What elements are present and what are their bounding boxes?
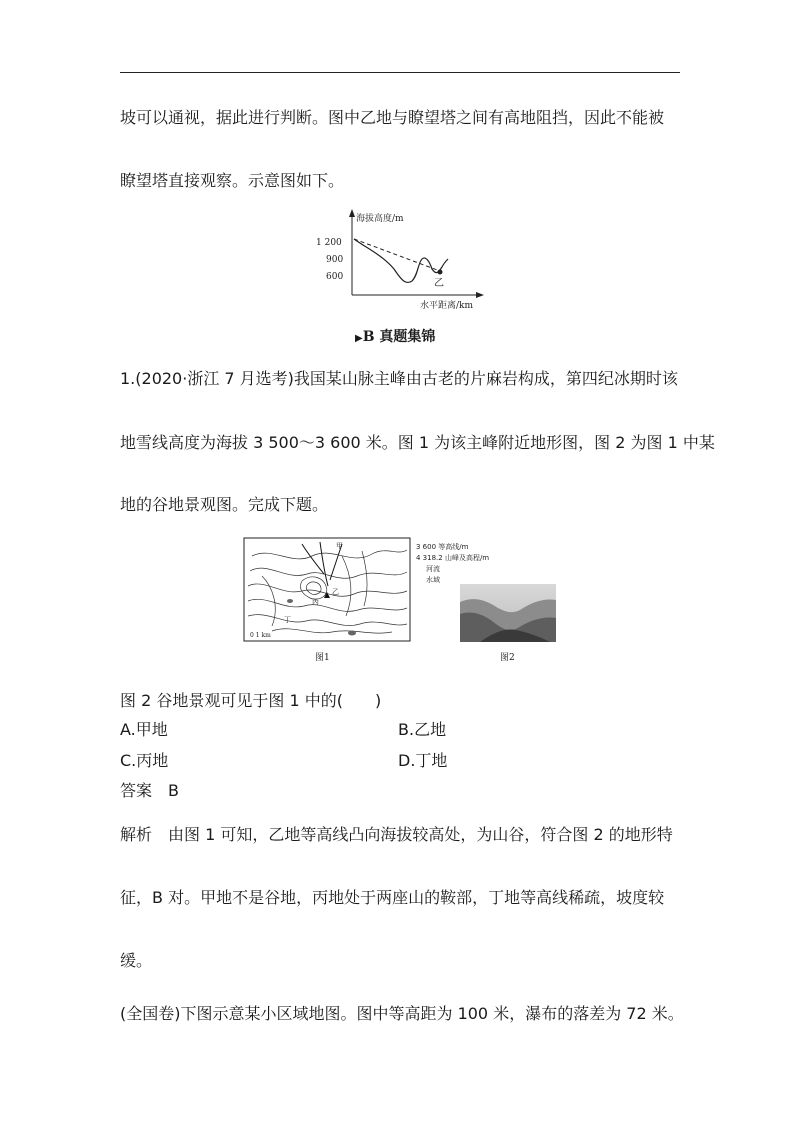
- option-c: C.丙地: [120, 751, 169, 770]
- answer-line: 答案 B: [120, 781, 179, 800]
- scale-bar-label: 0 1 km: [250, 632, 271, 639]
- analysis-line-3: 缓。: [120, 951, 153, 970]
- profile-tick-900: 900: [326, 255, 344, 265]
- topographic-map-figure-1: [242, 536, 414, 646]
- place-label-jia: 甲: [336, 542, 343, 550]
- legend-peak: 4 318.2 山峰及高程/m: [416, 554, 490, 562]
- question-line-1: 1.(2020·浙江 7 月选考)我国某山脉主峰由古老的片麻岩构成，第四纪冰期时该: [120, 369, 678, 388]
- question-prompt: 图 2 谷地景观可见于图 1 中的( ): [120, 691, 382, 710]
- legend-river: 河流: [426, 565, 440, 573]
- place-label-yi: 乙: [332, 588, 339, 596]
- lake-icon: [287, 599, 293, 603]
- legend-contour: 3 600 等高线/m: [416, 543, 469, 551]
- question-line-3: 地的谷地景观图。完成下题。: [120, 495, 329, 514]
- yi-point: [438, 270, 443, 275]
- option-a: A.甲地: [120, 720, 168, 739]
- section-header: ▶B 真题集锦: [355, 329, 436, 345]
- profile-y-arrow: [349, 209, 355, 217]
- figure-1-caption: 图1: [315, 653, 330, 663]
- place-label-bing: 丙: [312, 598, 319, 606]
- intro-line-1: 坡可以通视，据此进行判断。图中乙地与瞭望塔之间有高地阻挡，因此不能被: [120, 108, 665, 127]
- figure-2-caption: 图2: [500, 653, 515, 663]
- analysis-line-2: 征，B 对。甲地不是谷地，丙地处于两座山的鞍部，丁地等高线稀疏，坡度较: [120, 888, 665, 907]
- terrain-profile-line: [354, 239, 448, 283]
- profile-ylabel: 海拔高度/m: [356, 214, 404, 224]
- profile-tick-600: 600: [326, 272, 344, 282]
- top-rule: [120, 72, 680, 73]
- question-line-2: 地雪线高度为海拔 3 500～3 600 米。图 1 为该主峰附近地形图，图 2 为图 1 中某: [120, 433, 715, 452]
- option-d: D.丁地: [398, 751, 448, 770]
- lake-icon: [348, 631, 356, 636]
- profile-tick-1200: 1 200: [316, 238, 342, 248]
- map-legend: [416, 542, 489, 586]
- play-triangle-icon: ▶: [355, 333, 363, 344]
- sight-line: [354, 239, 440, 271]
- intro-line-2: 瞭望塔直接观察。示意图如下。: [120, 171, 345, 190]
- profile-xlabel: 水平距离/km: [420, 301, 474, 311]
- elevation-profile-diagram: [310, 205, 500, 315]
- profile-x-arrow: [476, 292, 484, 298]
- place-label-ding: 丁: [284, 616, 291, 624]
- next-question: (全国卷)下图示意某小区域地图。图中等高距为 100 米，瀑布的落差为 72 米。: [120, 1004, 684, 1023]
- legend-water: 水域: [426, 576, 440, 584]
- valley-landscape-photo: [460, 584, 556, 642]
- yi-label: 乙: [434, 278, 444, 289]
- analysis-line-1: 解析 由图 1 可知，乙地等高线凸向海拔较高处，为山谷，符合图 2 的地形特: [120, 825, 673, 844]
- option-b: B.乙地: [398, 720, 447, 739]
